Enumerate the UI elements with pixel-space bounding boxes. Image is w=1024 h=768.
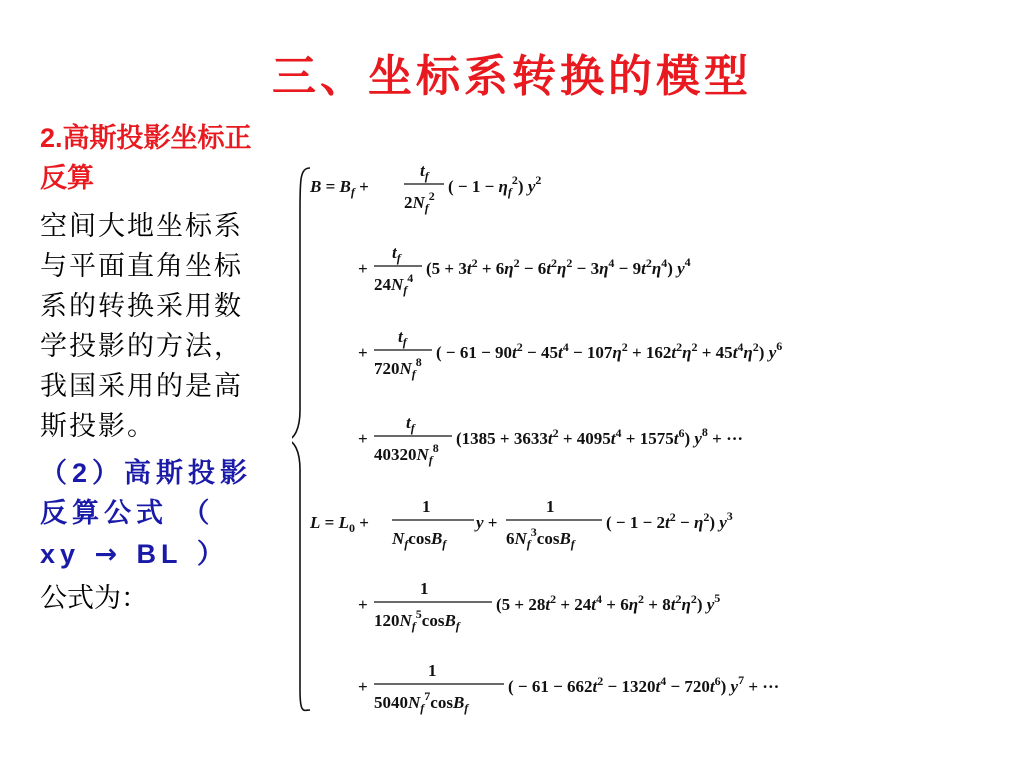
mapping-from: xy	[40, 539, 81, 569]
svg-text:2Nf2: $2N_f^2$	[404, 189, 435, 215]
svg-text:+: +	[358, 259, 368, 278]
formula-intro: 公式为：	[40, 583, 148, 614]
svg-text:+: +	[358, 677, 368, 696]
svg-text:+: +	[358, 343, 368, 362]
svg-text:y +: y +	[476, 513, 498, 532]
svg-text:6Nf3cosBf: $6N_f^3\cos B_f$	[506, 525, 575, 551]
svg-text:120Nf5cosBf: $120N_f^5\cos B_f$	[374, 607, 460, 633]
formula-svg	[292, 150, 972, 720]
svg-text:40320Nf8: $40320N_f^8$	[374, 441, 439, 467]
svg-text:(5 + 28t2 + 24t4 + 6η2 + 8t2η2: $(5 + 28t^2 + 24t^4 + 6\eta^2 + 8t^2\eta^2)$ $y^5$	[496, 591, 721, 614]
svg-text:( − 1 − ηf2) y2: ( − $1 - \eta_f^2$) $y^2$	[448, 173, 542, 199]
svg-text:24Nf4: $24N_f^4$	[374, 271, 414, 297]
open-paren: （	[40, 458, 72, 489]
gauss-inverse-formula-image	[292, 150, 972, 720]
section-heading	[40, 118, 260, 199]
svg-text:tf: $t_f$	[406, 413, 415, 435]
svg-text:+: +	[358, 429, 368, 448]
svg-text:NfcosBf: $N_f\cos B_f$	[392, 529, 447, 551]
subsection-heading	[40, 453, 260, 575]
svg-text:( − 1 − 2t2 − η2) y3: ( − $1 - 2t^2 - \eta^2$) $y^3$	[606, 509, 733, 532]
mapping-to: BL	[136, 539, 183, 569]
close-paren: ）	[92, 458, 125, 489]
svg-text:tf: $t_f$	[392, 243, 401, 265]
slide-title: 三、坐标系转换的模型	[272, 51, 752, 102]
svg-text:720Nf8: $720N_f^8$	[374, 355, 422, 381]
svg-text:1: 1	[422, 497, 431, 516]
mapping-close-paren: ）	[196, 539, 229, 570]
svg-text:tf: $t_f$	[398, 327, 407, 349]
svg-text:1: 1	[546, 497, 555, 516]
svg-text:5040Nf7cosBf: $5040N_f^7\cos B_f$	[374, 689, 469, 715]
svg-text:(1385 + 3633t2 + 4095t4 + 1575: $(1385 + 3633t^2 + 4095t^4 + 1575t^6)$ $y^8$ + ···	[456, 425, 744, 448]
svg-text:B = Bf +: $B = B_f$ +	[310, 177, 369, 199]
svg-text:tf: $t_f$	[420, 161, 429, 183]
svg-text:1: 1	[420, 579, 429, 598]
subsection-number: 2	[72, 458, 93, 488]
svg-text:(5 + 3t2 + 6η2 − 6t2η2 − 3η4 −: $(5 + 3t^2 + 6\eta^2 - 6t^2\eta^2 - 3\eta^4 - 9t^2\eta^4)$ $y^4$	[426, 255, 691, 278]
subsection-title: 高斯投影反算公式	[40, 458, 253, 529]
svg-text:( − 61 − 90t2 − 45t4 − 107η2 +: ( − $61 - 90t^2 - 45t^4 - 107\eta^2 + 162t^2\eta^2 + 45t^4\eta^2$) $y^6$	[436, 339, 783, 362]
left-panel	[40, 118, 260, 619]
svg-text:1: 1	[428, 661, 437, 680]
mapping-open-paren: （	[182, 498, 215, 529]
svg-text:L = L0 +: $L = L_0$ +	[310, 513, 369, 535]
mapping-arrow: →	[94, 539, 123, 570]
svg-text:( − 61 − 662t2 − 1320t4 − 720t: ( − $61 - 662t^2 - 1320t^4 - 720t^6$) $y^7$ + ···	[508, 673, 780, 696]
section-number: 2.	[40, 123, 63, 153]
section-title: 高斯投影坐标正反算	[40, 123, 252, 194]
description-text: 空间大地坐标系与平面直角坐标系的转换采用数学投影的方法，我国采用的是高斯投影。	[40, 211, 243, 442]
svg-text:+: +	[358, 595, 368, 614]
